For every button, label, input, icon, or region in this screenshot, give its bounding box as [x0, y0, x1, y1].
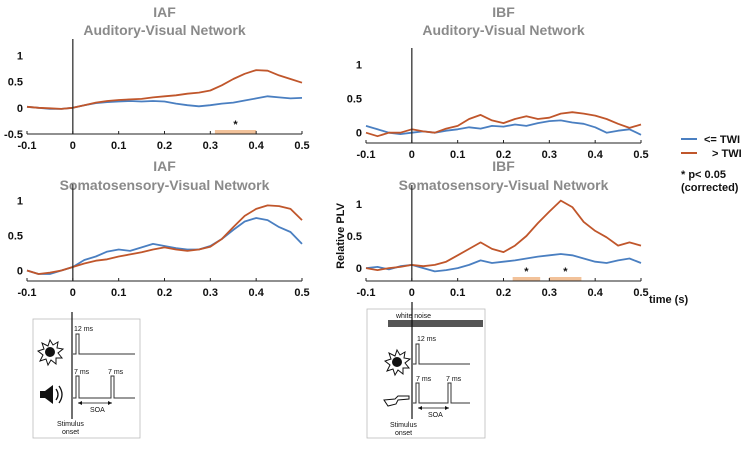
panel-iaf-auditory-visual	[4, 4, 310, 152]
x-tick-label: 0.3	[202, 287, 218, 299]
schematic-frame-right	[367, 309, 485, 438]
x-tick-label: 0.1	[111, 140, 127, 152]
x-tick-label: 0	[69, 140, 76, 152]
x-tick-label: 0.3	[202, 140, 218, 152]
panel-title-band: IAF	[153, 158, 176, 174]
y-tick-label: 0	[16, 102, 23, 115]
panel-title-band: IAF	[153, 4, 176, 20]
x-axis-label: time (s)	[649, 294, 689, 306]
x-tick-label: 0.5	[294, 287, 310, 299]
x-tick-label: 0.4	[587, 149, 603, 161]
y-tick-label: 1	[16, 50, 23, 63]
panel-ibf-somatosensory-visual	[335, 158, 688, 306]
y-tick-label: 1	[355, 59, 362, 72]
series-line-gt-twi	[27, 205, 302, 274]
tactile-pulse-trace	[413, 383, 470, 403]
x-tick-label: -0.1	[17, 140, 37, 152]
panel-title-network: Auditory-Visual Network	[422, 22, 585, 38]
y-tick-label: 0	[16, 265, 23, 278]
x-tick-label: 0.5	[633, 287, 649, 299]
hand-pointer-icon	[384, 396, 409, 406]
duration-label-12ms: 12 ms	[74, 326, 94, 333]
speaker-icon	[40, 385, 62, 404]
panel-title-network: Auditory-Visual Network	[83, 22, 246, 38]
x-tick-label: 0.1	[450, 149, 466, 161]
y-axis-label: Relative PLV	[335, 203, 347, 269]
duration-label-7ms-second: 7 ms	[108, 369, 124, 376]
panel-title-network: Somatosensory-Visual Network	[398, 177, 609, 193]
series-line-le-twi	[27, 96, 302, 109]
series-line-gt-twi	[27, 70, 302, 109]
panel-title-network: Somatosensory-Visual Network	[59, 177, 270, 193]
soa-arrowhead-right	[108, 401, 112, 405]
x-tick-label: 0.2	[156, 140, 173, 152]
y-tick-label: 1	[355, 198, 362, 211]
white-noise-bar	[388, 320, 483, 327]
x-tick-label: 0.4	[248, 287, 264, 299]
x-tick-label: 0.4	[587, 287, 603, 299]
auditory-pulse-trace	[73, 376, 135, 398]
x-tick-label: 0.5	[633, 149, 649, 161]
y-tick-label: 0	[355, 127, 362, 140]
y-tick-label: 0.5	[346, 231, 362, 243]
stimulus-schematic-somatosensory-visual	[367, 302, 485, 438]
x-tick-label: 0	[69, 287, 76, 299]
stimulus-schematic-auditory-visual	[33, 312, 140, 438]
series-line-le-twi	[366, 254, 641, 271]
x-tick-label: 0.2	[495, 287, 512, 299]
significance-star: *	[563, 266, 568, 278]
x-tick-label: 0.5	[294, 140, 310, 152]
y-tick-label: 0.5	[346, 93, 362, 106]
duration-label-7ms-second-right: 7 ms	[446, 376, 462, 383]
visual-pulse-trace-right	[413, 344, 470, 364]
schematic-frame	[33, 319, 140, 438]
legend-note-corrected: (corrected)	[681, 182, 739, 194]
flash-icon	[38, 340, 63, 365]
x-tick-label: 0	[408, 287, 415, 299]
soa-arrowhead-left	[78, 401, 82, 405]
stimulus-onset-label-2: onset	[62, 429, 80, 436]
legend-note-significance: * p< 0.05	[681, 169, 726, 181]
x-tick-label: 0.1	[111, 287, 127, 299]
significance-star: *	[233, 119, 238, 131]
y-tick-label: 1	[16, 195, 23, 208]
x-tick-label: 0.3	[541, 149, 557, 161]
legend-label-le-twi: <= TWI	[704, 134, 741, 146]
panel-ibf-auditory-visual	[347, 4, 649, 161]
y-tick-label: -0.5	[4, 129, 23, 141]
soa-arrowhead-left-right	[418, 406, 422, 410]
soa-arrowhead-right-right	[445, 406, 449, 410]
legend	[681, 134, 742, 194]
x-tick-label: 0.4	[248, 140, 264, 152]
x-tick-label: 0.3	[541, 287, 557, 299]
series-line-le-twi	[27, 218, 302, 274]
x-tick-label: 0.1	[450, 287, 466, 299]
y-tick-label: 0.5	[7, 76, 23, 89]
x-tick-label: -0.1	[17, 287, 37, 299]
x-tick-label: 0.2	[156, 287, 173, 299]
flash-icon	[385, 350, 410, 375]
y-tick-label: 0	[355, 263, 362, 276]
x-tick-label: 0.2	[495, 149, 512, 161]
stimulus-onset-label-right-2: onset	[395, 430, 413, 437]
white-noise-label: white noise	[396, 313, 432, 320]
significance-star: *	[524, 266, 529, 278]
x-tick-label: -0.1	[356, 287, 376, 299]
soa-label: SOA	[90, 407, 105, 414]
duration-label-7ms-first-right: 7 ms	[416, 376, 432, 383]
stimulus-onset-label-right-1: Stimulus	[390, 422, 417, 429]
series-line-gt-twi	[366, 201, 641, 271]
x-tick-label: 0	[408, 149, 415, 161]
panel-iaf-somatosensory-visual	[8, 158, 310, 299]
duration-label-7ms-first: 7 ms	[74, 369, 90, 376]
soa-label-right: SOA	[428, 412, 443, 419]
legend-label-gt-twi: > TWI	[712, 148, 742, 160]
duration-label-12ms-right: 12 ms	[417, 336, 437, 343]
panel-title-band: IBF	[492, 158, 515, 174]
visual-pulse-trace	[73, 334, 135, 354]
y-tick-label: 0.5	[7, 230, 23, 243]
panel-title-band: IBF	[492, 4, 515, 20]
stimulus-onset-label-1: Stimulus	[57, 421, 84, 428]
x-tick-label: -0.1	[356, 149, 376, 161]
